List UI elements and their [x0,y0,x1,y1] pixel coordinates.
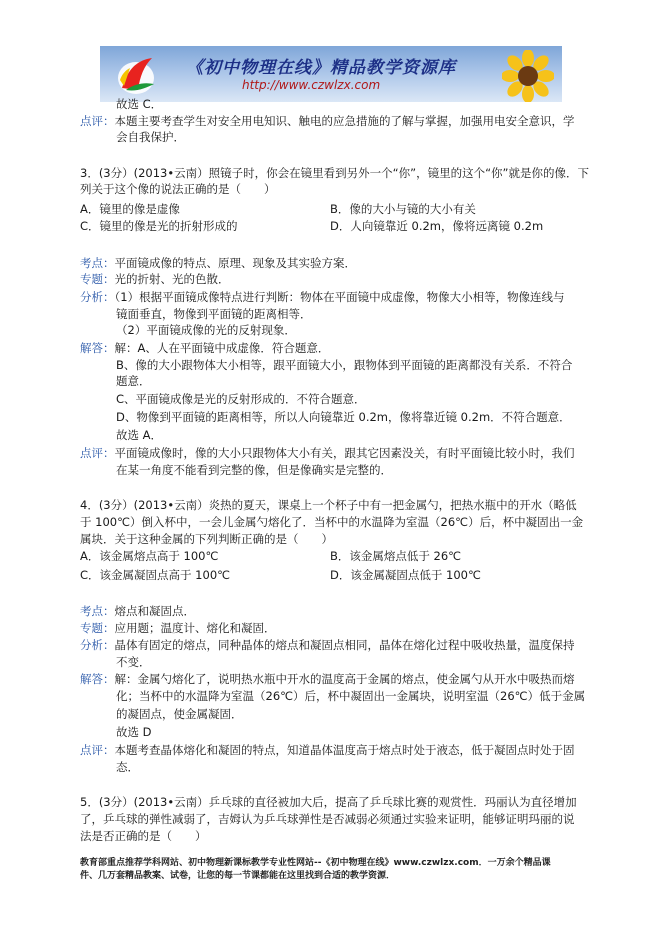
footer-line: 件、几万套精品教案、试卷，让您的每一节课都能在这里找到合适的教学资源． [80,871,396,881]
q4-zhuanti-label: 专题： [80,621,115,635]
q4-option-c: C．该金属凝固点高于 100℃ [80,568,231,582]
q4-stem-line: 属块．关于这种金属的下列判断正确的是（ ） [80,532,333,546]
q3-stem-line: 列关于这个像的说法正确的是（ ） [80,182,276,196]
q3-jieda-line: 解：A、人在平面镜中成虚像．符合题意． [114,341,330,355]
q4-option-b: B．该金属熔点低于 26℃ [330,549,462,563]
q5-stem-line: 5．(3分）(2013•云南）乒乓球的直径被加大后，提高了乒乓球比赛的观赏性．玛丽认为直径增加 [80,795,577,809]
q4-fenxi [80,637,575,653]
q3-kaodian [80,255,356,271]
q3-jieda-line: 题意． [116,374,151,388]
q3-fenxi-line: 镜面垂直，物像到平面镜的距离相等． [116,307,312,321]
q4-dianping [80,742,575,758]
q4-jieda-line: 解：金属勺熔化了，说明热水瓶中开水的温度高于金属的熔点，使金属勺从开水中吸热而熔 [114,672,575,686]
q3-jieda-line: D、物像到平面镜的距离相等，所以人向镜靠近 0.2m，像将靠近镜 0.2m．不符合题意． [116,410,571,424]
q3-jieda-line: 故选 A． [116,428,163,442]
q3-option-c: C．镜里的像是光的折射形成的 [80,219,238,233]
q4-fenxi-line: 不变． [116,655,151,669]
q3-dianping-label: 点评： [80,446,115,460]
q3-jieda [80,340,329,356]
q3-fenxi-line: （2）平面镜成像的光的反射现象． [116,323,296,337]
prev-comment-line: 本题主要考查学生对安全用电知识、触电的应急措施的了解与掌握，加强用电安全意识，学 [114,114,575,128]
q3-fenxi-label: 分析： [80,290,115,304]
q3-zhuanti [80,271,230,287]
q4-option-d: D．该金属凝固点低于 100℃ [330,568,481,582]
footer-line: 教育部重点推荐学科网站、初中物理新课标教学专业性网站--《初中物理在线》www.czwlzx.com．一万余个精品课 [80,858,551,868]
q3-dianping-line: 平面镜成像时，像的大小只跟物体大小有关，跟其它因素没关，有时平面镜比较小时，我们 [114,446,575,460]
site-logo-icon [114,50,160,98]
q4-option-a: A．该金属熔点高于 100℃ [80,549,219,563]
q4-jieda-line: 化；当杯中的水温降为室温（26℃）后，杯中凝固出一金属块，说明室温（26℃）低于金属 [116,689,586,703]
sunflower-icon [502,50,554,102]
q4-stem-line: 4．(3分）(2013•云南）炎热的夏天，课桌上一个杯子中有一把金属勺，把热水瓶中的开水（略低 [80,498,577,512]
q4-jieda [80,671,575,687]
q3-fenxi-line: （1）根据平面镜成像特点进行判断：物体在平面镜中成虚像，物像大小相等，物像连线与 [114,290,565,304]
q4-zhuanti-text: 应用题；温度计、熔化和凝固． [114,621,276,635]
q4-dianping-line: 态． [116,760,139,774]
q3-dianping-line: 在某一角度不能看到完整的像，但是像确实是完整的． [116,463,392,477]
banner-title: 《初中物理在线》精品教学资源库 [186,58,456,78]
banner-url[interactable]: http://www.czwlzx.com [242,78,381,92]
prev-answer: 故选 C． [116,97,163,111]
q4-dianping-line: 本题考查晶体熔化和凝固的特点，知道晶体温度高于熔点时处于液态，低于凝固点时处于固 [114,743,575,757]
prev-comment-label: 点评： [80,114,115,128]
q3-dianping [80,445,575,461]
q3-option-d: D．人向镜靠近 0.2m，像将远离镜 0.2m [330,219,544,233]
q4-jieda-line: 故选 D [116,725,152,739]
q3-kaodian-text: 平面镜成像的特点、原理、现象及其实验方案． [114,256,356,270]
q3-kaodian-label: 考点： [80,256,115,270]
q4-kaodian-text: 熔点和凝固点． [114,604,195,618]
q4-fenxi-line: 晶体有固定的熔点，同种晶体的熔点和凝固点相同，晶体在熔化过程中吸收热量，温度保持 [114,638,575,652]
q4-kaodian-label: 考点： [80,604,115,618]
prev-comment [80,113,575,129]
page-footer [80,857,590,883]
header-banner [100,46,562,102]
q3-jieda-line: C、平面镜成像是光的反射形成的．不符合题意． [116,392,366,406]
q3-stem-line: 3．(3分）(2013•云南）照镜子时，你会在镜里看到另外一个“你”，镜里的这个“你”就是你的像．下 [80,166,589,180]
q3-jieda-label: 解答： [80,341,115,355]
q4-zhuanti [80,620,276,636]
q3-option-b: B．像的大小与镜的大小有关 [330,202,476,216]
q4-dianping-label: 点评： [80,743,115,757]
q5-stem-line: 法是否正确的是（ ） [80,829,207,843]
q4-kaodian [80,603,195,619]
q4-fenxi-label: 分析： [80,638,115,652]
q4-jieda-label: 解答： [80,672,115,686]
q4-stem-line: 于 100℃）倒入杯中，一会儿金属勺熔化了．当杯中的水温降为室温（26℃）后，杯中凝固出一金 [80,515,584,529]
q3-option-a: A．镜里的像是虚像 [80,202,180,216]
q3-jieda-line: B、像的大小跟物体大小相等，跟平面镜大小，跟物体到平面镜的距离都没有关系．不符合 [116,358,573,372]
q3-zhuanti-label: 专题： [80,272,115,286]
prev-comment-line: 会自我保护． [116,130,185,144]
q4-jieda-line: 的凝固点，使金属凝固． [116,707,243,721]
q3-zhuanti-text: 光的折射、光的色散． [114,272,230,286]
q3-fenxi [80,289,565,305]
q5-stem-line: 了，乒乓球的弹性减弱了，吉姆认为乒乓球弹性是否减弱必须通过实验来证明，能够证明玛丽的说 [80,812,575,826]
